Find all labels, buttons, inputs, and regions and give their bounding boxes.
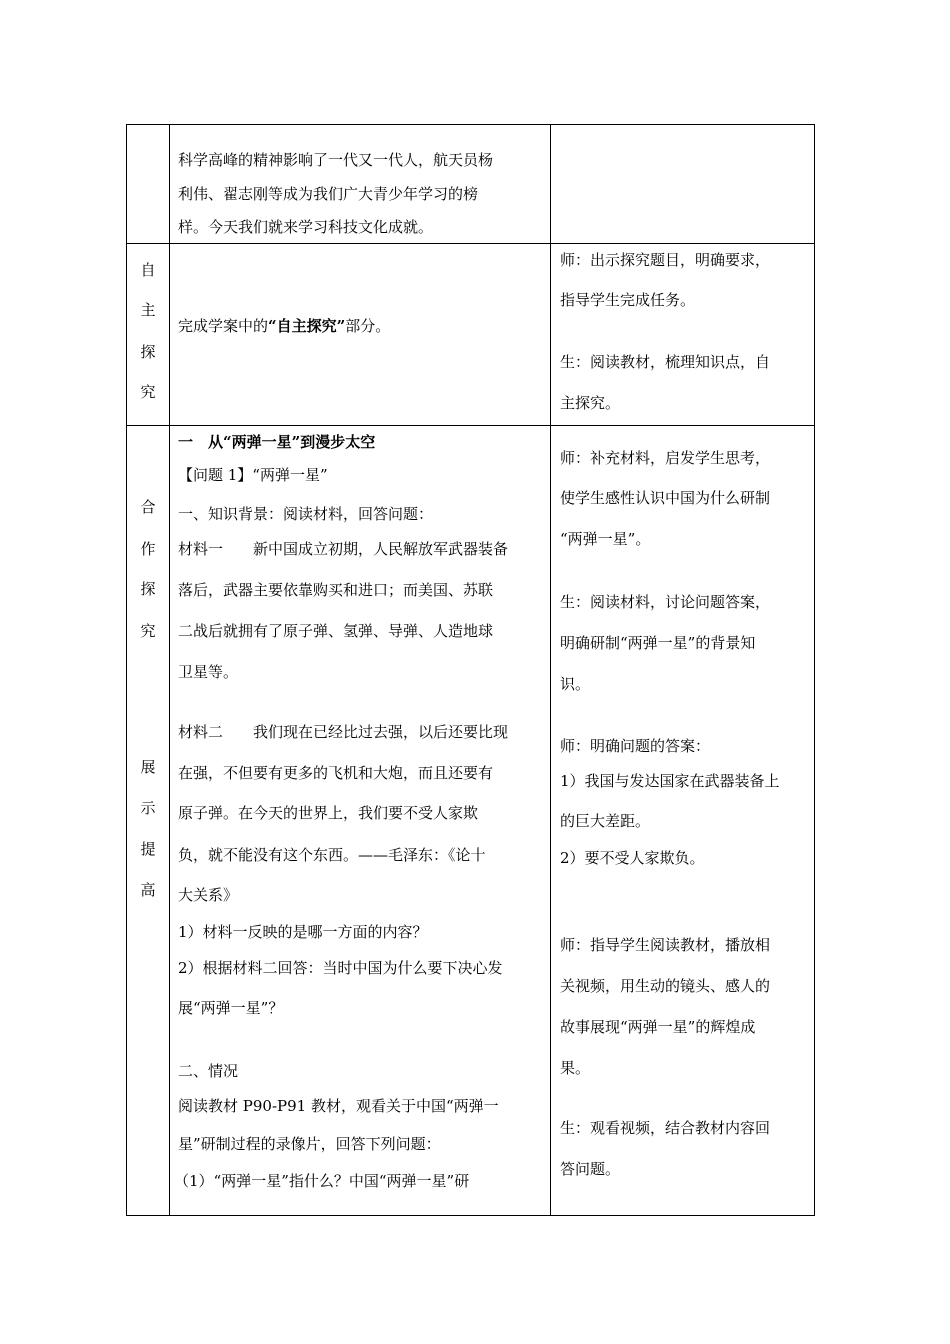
question-title: 【问题 1】“两弹一星” <box>178 466 328 484</box>
content-bold: “自主探究” <box>268 317 346 335</box>
note-line: 果。 <box>560 1059 591 1077</box>
note-line: “两弹一星”。 <box>560 530 651 548</box>
subsection-title: 二、情况 <box>178 1062 239 1080</box>
label-char: 自 <box>140 261 156 279</box>
note-line: 指导学生完成任务。 <box>560 291 696 309</box>
question-line: 展“两弹一星”？ <box>178 999 284 1017</box>
material-line: 在强，不但要有更多的飞机和大炮，而且还要有 <box>178 764 494 782</box>
material-line: 负，就不能没有这个东西。——毛泽东：《论十 <box>178 846 486 864</box>
reading-line: （1）“两弹一星”指什么？中国“两弹一星”研 <box>174 1172 470 1190</box>
question-line: 2）根据材料二回答：当时中国为什么要下决心发 <box>178 959 503 977</box>
note-line: 生：阅读教材，梳理知识点，自 <box>560 353 771 371</box>
subsection-title: 一、知识背景：阅读材料，回答问题： <box>178 505 434 523</box>
note-line: 1）我国与发达国家在武器装备上 <box>560 772 780 790</box>
label-char: 探 <box>140 343 156 361</box>
text-line: 样。今天我们就来学习科技文化成就。 <box>178 218 434 236</box>
note-line: 师：指导学生阅读教材，播放相 <box>560 936 771 954</box>
note-line: 师：出示探究题目，明确要求， <box>560 251 771 269</box>
label-char: 主 <box>140 301 156 319</box>
note-line: 故事展现“两弹一星”的辉煌成 <box>560 1018 756 1036</box>
table-border-left <box>126 124 127 1216</box>
note-line: 关视频，用生动的镜头、感人的 <box>560 977 771 995</box>
note-line: 的巨大差距。 <box>560 812 651 830</box>
label-char: 示 <box>140 799 156 817</box>
note-line: 明确研制“两弹一星”的背景知 <box>560 634 756 652</box>
table-col-divider-2 <box>550 124 551 1216</box>
text-line: 科学高峰的精神影响了一代又一代人，航天员杨 <box>178 151 494 169</box>
table-row-divider-2 <box>126 425 815 426</box>
reading-line: 星”研制过程的录像片，回答下列问题： <box>178 1135 441 1153</box>
reading-line: 阅读教材 P90-P91 教材，观看关于中国“两弹一 <box>178 1097 499 1115</box>
material-line: 二战后就拥有了原子弹、氢弹、导弹、人造地球 <box>178 622 494 640</box>
content-prefix: 完成学案中的 <box>178 317 269 335</box>
material-line: 大关系》 <box>178 886 239 904</box>
label-char: 展 <box>140 758 156 776</box>
note-line: 使学生感性认识中国为什么研制 <box>560 489 771 507</box>
content-suffix: 部分。 <box>345 317 391 335</box>
label-char: 合 <box>140 498 156 516</box>
note-line: 主探究。 <box>560 394 621 412</box>
note-line: 生：阅读材料，讨论问题答案， <box>560 593 771 611</box>
label-char: 高 <box>140 881 156 899</box>
text-line: 利伟、翟志刚等成为我们广大青少年学习的榜 <box>178 185 479 203</box>
material-line: 材料二 我们现在已经比过去强，以后还要比现 <box>178 723 509 741</box>
note-line: 答问题。 <box>560 1160 621 1178</box>
note-line: 2）要不受人家欺负。 <box>560 849 705 867</box>
table-col-divider-1 <box>169 124 170 1216</box>
note-line: 师：明确问题的答案： <box>560 737 711 755</box>
label-char: 究 <box>140 622 156 640</box>
material-line: 落后，武器主要依靠购买和进口；而美国、苏联 <box>178 581 494 599</box>
material-line: 卫星等。 <box>178 663 239 681</box>
section-heading: 一 从“两弹一星”到漫步太空 <box>178 433 376 451</box>
material-line: 材料一 新中国成立初期，人民解放军武器装备 <box>178 540 509 558</box>
label-char: 究 <box>140 383 156 401</box>
question-line: 1）材料一反映的是哪一方面的内容？ <box>178 923 428 941</box>
label-char: 探 <box>140 580 156 598</box>
table-border-top <box>126 124 815 125</box>
label-char: 作 <box>140 540 156 558</box>
note-line: 生：观看视频，结合教材内容回 <box>560 1119 771 1137</box>
note-line: 师：补充材料，启发学生思考， <box>560 449 771 467</box>
row2-content <box>178 316 390 336</box>
table-border-right <box>814 124 815 1216</box>
note-line: 识。 <box>560 675 591 693</box>
table-border-bottom <box>126 1215 815 1216</box>
label-char: 提 <box>140 840 156 858</box>
material-line: 原子弹。在今天的世界上，我们要不受人家欺 <box>178 804 479 822</box>
table-row-divider-1 <box>126 243 815 244</box>
